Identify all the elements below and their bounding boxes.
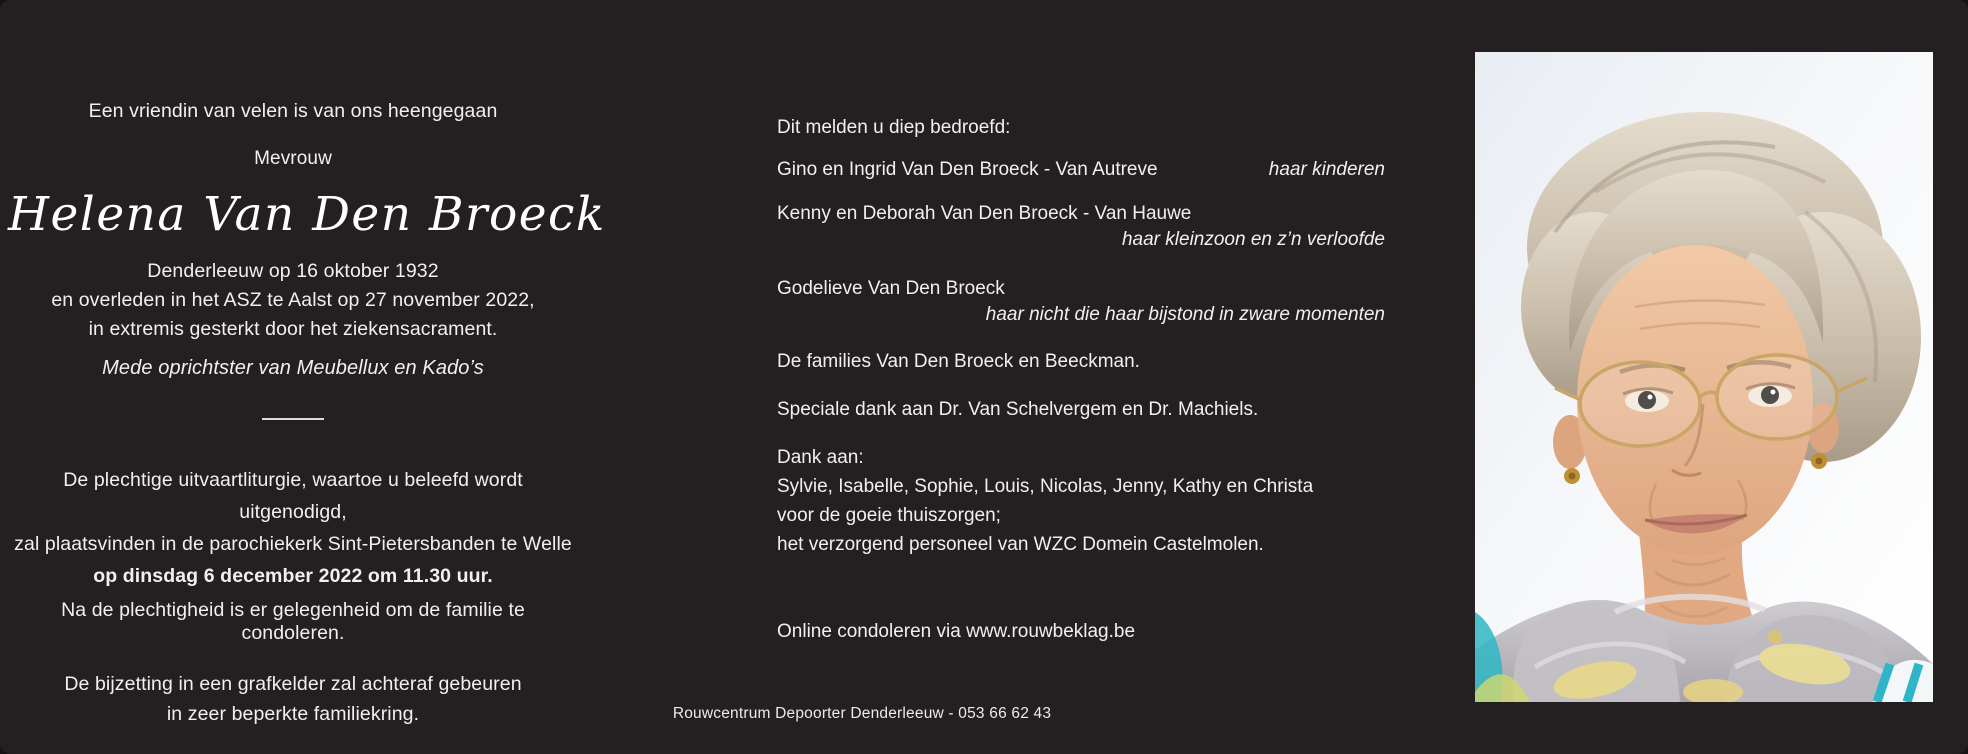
death-line: en overleden in het ASZ te Aalst op 27 november 2022, <box>51 289 535 311</box>
interment-line-2: in zeer beperkte familiekring. <box>166 703 420 725</box>
thanks-line-2: voor de goeie thuiszorgen; <box>777 505 1001 526</box>
portrait-photo <box>1475 52 1933 702</box>
funeral-line-1: De plechtige uitvaartliturgie, waartoe u beleefd wordt uitgenodigd, <box>63 469 523 523</box>
thanks-heading: Dank aan: <box>777 447 864 468</box>
condolence-line: Na de plechtigheid is er gelegenheid om de familie te condoleren. <box>61 599 525 644</box>
intro-line: Een vriendin van velen is van ons heengegaan <box>88 100 498 122</box>
thanks-line-1: Sylvie, Isabelle, Sophie, Louis, Nicolas, Jenny, Kathy en Christa <box>777 476 1314 497</box>
interment-line-1: De bijzetting in een grafkelder zal achteraf gebeuren <box>64 673 522 695</box>
family-relation: haar kinderen <box>1268 159 1385 180</box>
families-line: De families Van Den Broeck en Beeckman. <box>777 351 1140 372</box>
funeral-info <box>8 464 578 592</box>
portrait-illustration <box>1475 52 1933 702</box>
birth-line: Denderleeuw op 16 oktober 1932 <box>147 260 439 282</box>
special-thanks-line: Speciale dank aan Dr. Van Schelvergem en Dr. Machiels. <box>777 399 1259 420</box>
family-entry <box>777 158 1385 182</box>
sacrament-line: in extremis gesterkt door het ziekensacrament. <box>88 318 498 340</box>
family-column <box>777 0 1385 644</box>
deceased-name: Helena Van Den Broeck <box>8 187 606 242</box>
deceased-column <box>8 0 606 729</box>
salutation: Mevrouw <box>254 148 332 169</box>
announcement-heading: Dit melden u diep bedroefd: <box>777 117 1011 138</box>
family-relation: haar kleinzoon en z’n verloofde <box>1121 229 1385 250</box>
life-dates <box>8 257 578 344</box>
divider <box>262 418 324 420</box>
funeral-home-footer: Rouwcentrum Depoorter Denderleeuw - 053 66 62 43 <box>672 705 1052 722</box>
funeral-datetime: op dinsdag 6 december 2022 om 11.30 uur. <box>93 565 493 587</box>
family-names: Gino en Ingrid Van Den Broeck - Van Autreve <box>777 159 1158 180</box>
family-names: Godelieve Van Den Broeck <box>777 278 1005 299</box>
thanks-line-3: het verzorgend personeel van WZC Domein Castelmolen. <box>777 534 1264 555</box>
thanks-lines <box>777 472 1385 559</box>
online-condolence-line: Online condoleren via www.rouwbeklag.be <box>777 621 1136 642</box>
funeral-line-2: zal plaatsvinden in de parochiekerk Sint-Pietersbanden te Welle <box>14 533 572 555</box>
role-line: Mede oprichtster van Meubellux en Kado’s <box>102 357 484 379</box>
family-names: Kenny en Deborah Van Den Broeck - Van Hauwe <box>777 203 1192 224</box>
family-relation: haar nicht die haar bijstond in zware momenten <box>985 304 1385 325</box>
